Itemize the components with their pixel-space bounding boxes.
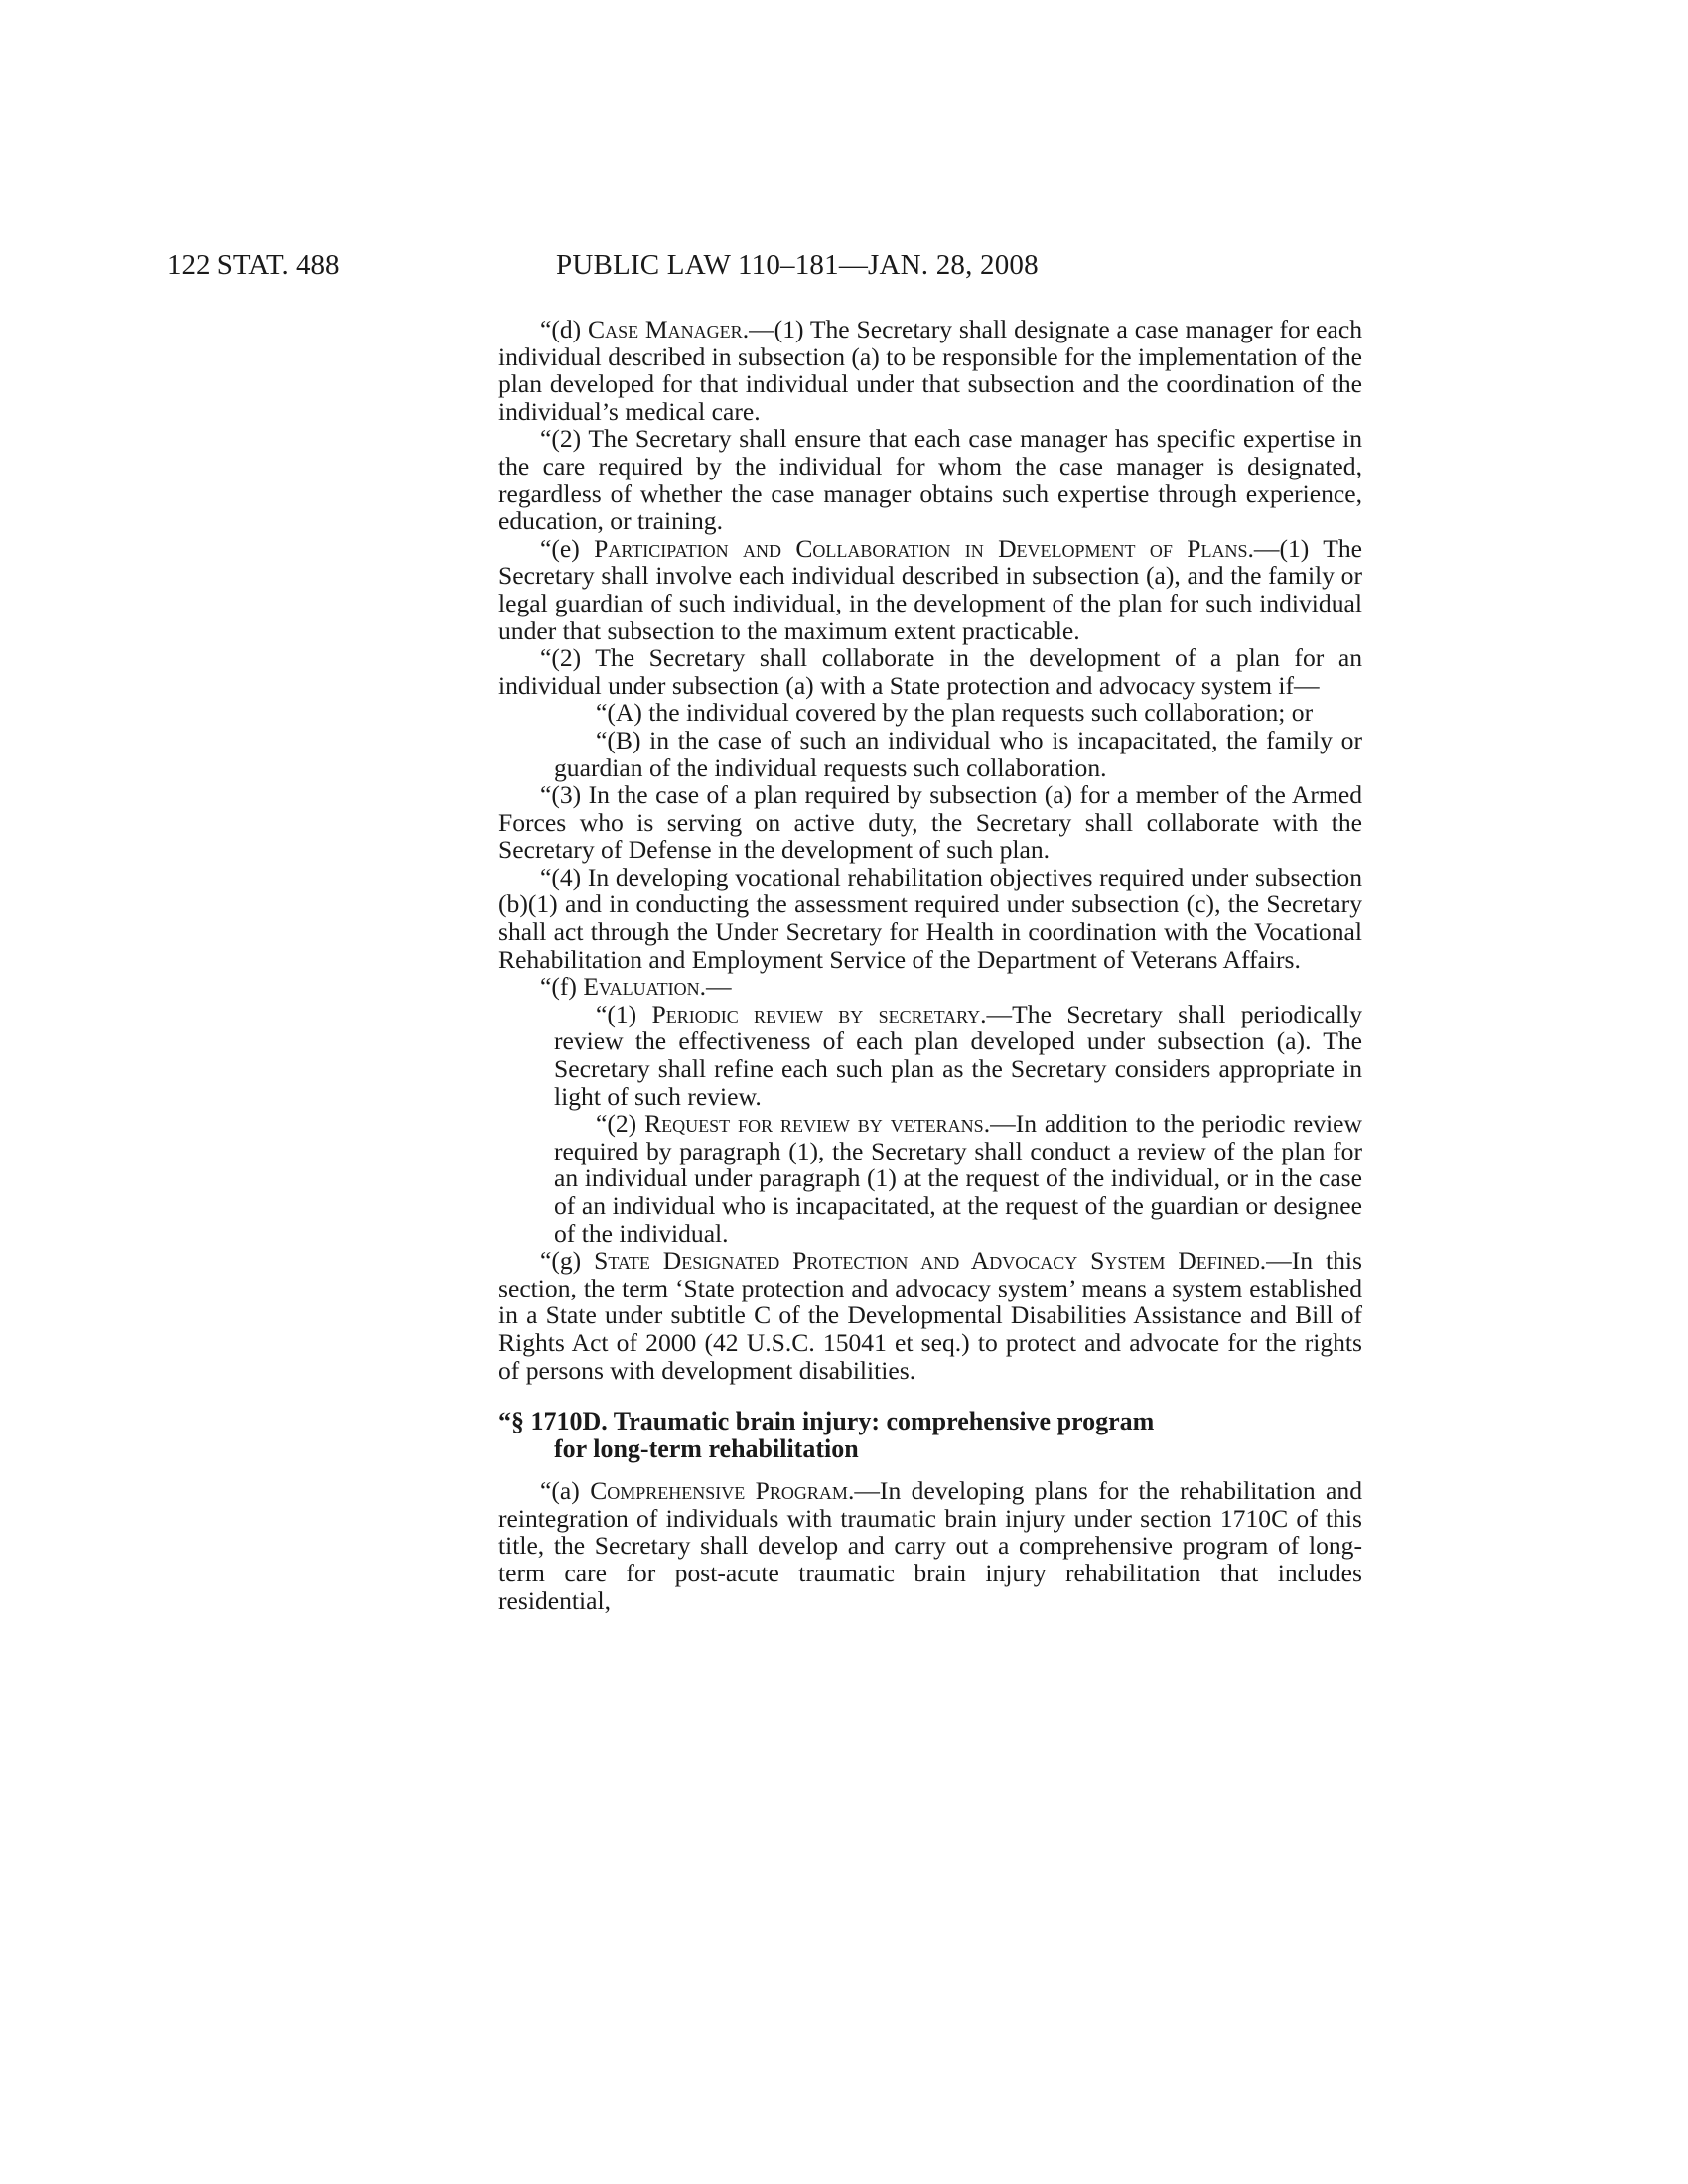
subsection-heading: Participation and Collaboration in Development of Plans: [594, 533, 1248, 563]
paragraph-d-case-manager: “(d) Case Manager.—(1) The Secretary shall designate a case manager for each individual described in subsection (a) to be responsible for the implementation of the plan developed for that individual under that subsection and the coordination of the individual’s medical care.: [498, 315, 1363, 426]
document-body: [498, 316, 1362, 1614]
paragraph-g-definition: “(g) State Designated Protection and Advocacy System Defined.—In this section, the term ‘State protection and advocacy system’ means a system established in a State under subtitle C of the Developmental Disabilities Assistance and Bill of Rights Act of 2000 (42 U.S.C. 15041 et seq.) to protect and advocate for the rights of persons with development disabilities.: [498, 1246, 1362, 1385]
subsection-heading: State Designated Protection and Advocacy System Defined: [594, 1246, 1260, 1276]
section-heading: [498, 1408, 1362, 1463]
paragraph-e-2-B: “(B) in the case of such an individual who is incapacitated, the family or guardian of the individual requests such collaboration.: [554, 725, 1362, 782]
paragraph-heading: Request for review by veterans: [644, 1109, 984, 1139]
section-heading-line-1: “§ 1710D. Traumatic brain injury: comprehensive program: [498, 1407, 1155, 1436]
page-header: [0, 245, 1688, 285]
paragraph-f-1: “(1) Periodic review by secretary.—The Secretary shall periodically review the effectiveness of each plan developed under subsection (a). The Secretary shall refine each such plan as the Secretary considers appropriate in light of such review.: [554, 999, 1362, 1111]
paragraph-heading: Periodic review by secretary: [651, 999, 981, 1028]
subsection-heading: Case Manager: [588, 315, 743, 343]
paragraph-f-2: “(2) Request for review by veterans.—In addition to the periodic review required by paragraph (1), the Secretary shall conduct a review of the plan for an individual under paragraph (1) at the request of the individual, or in the case of an individual who is incapacitated, at the request of the guardian or designee of the individual.: [554, 1109, 1362, 1248]
section-heading-line-2: for long-term rehabilitation: [554, 1434, 859, 1464]
paragraph-1710D-a: “(a) Comprehensive Program.—In developing plans for the rehabilitation and reintegration of individuals with traumatic brain injury under section 1710C of this title, the Secretary shall develop and carry out a comprehensive program of long-term care for post-acute traumatic brain injury rehabilitation that includes residential,: [498, 1476, 1362, 1615]
statute-page-number: 122 STAT. 488: [167, 249, 340, 281]
paragraph-e-2: “(2) The Secretary shall collaborate in the development of a plan for an individual under subsection (a) with a State protection and advocacy system if—: [498, 643, 1362, 700]
paragraph-d-2: “(2) The Secretary shall ensure that each case manager has specific expertise in the care required by the individual for whom the case manager is designated, regardless of whether the case manager obtains such expertise through experience, education, or training.: [498, 424, 1362, 536]
paragraph-e-3: “(3) In the case of a plan required by subsection (a) for a member of the Armed Forces who is serving on active duty, the Secretary shall collaborate with the Secretary of Defense in the development of such plan.: [498, 780, 1362, 865]
running-head: PUBLIC LAW 110–181—JAN. 28, 2008: [556, 249, 1039, 281]
paragraph-e-4: “(4) In developing vocational rehabilitation objectives required under subsection (b)(1) and in conducting the assessment required under subsection (c), the Secretary shall act through the Under Secretary for Health in coordination with the Vocational Rehabilitation and Employment Service of the Department of Veterans Affairs.: [498, 862, 1362, 974]
paragraph-e-2-A: “(A) the individual covered by the plan requests such collaboration; or: [596, 698, 1314, 728]
paragraph-f-evaluation: “(f) Evaluation.—: [540, 972, 732, 1002]
paragraph-e-participation: “(e) Participation and Collaboration in Development of Plans.—(1) The Secretary shall involve each individual described in subsection (a), and the family or legal guardian of such individual, in the development of the plan for such individual under that subsection to the maximum extent practicable.: [498, 533, 1362, 645]
subsection-heading: Comprehensive Program: [590, 1476, 848, 1506]
subsection-heading: Evaluation: [583, 972, 700, 1002]
